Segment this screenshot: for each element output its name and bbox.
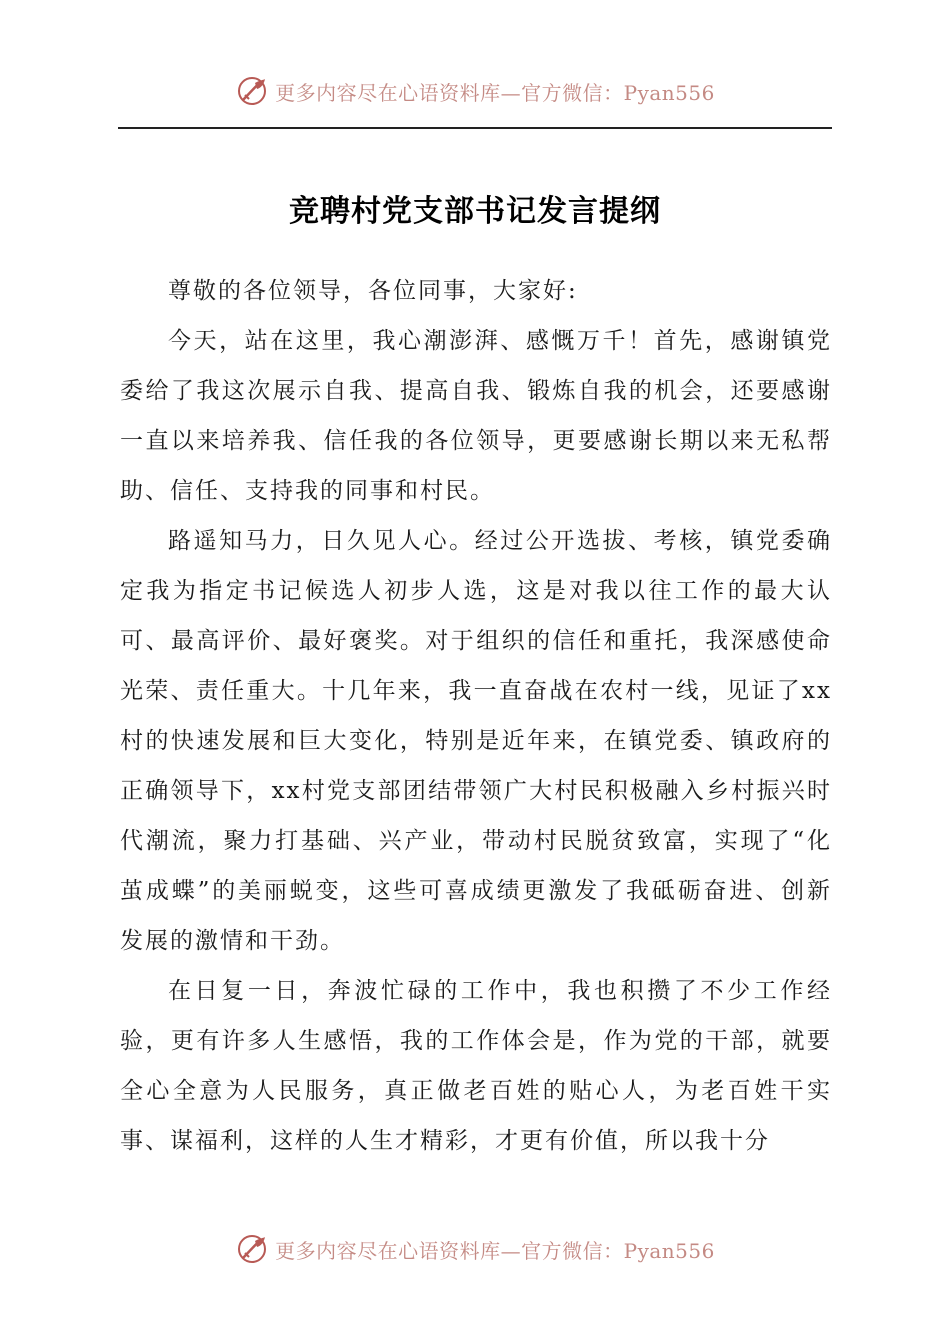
quill-logo-icon xyxy=(235,1232,269,1266)
footer-banner xyxy=(0,1232,950,1266)
banner-text: 更多内容尽在心语资料库—官方微信：Pyan556 xyxy=(275,1238,715,1263)
paragraph-experience: 在日复一日，奔波忙碌的工作中，我也积攒了不少工作经验，更有许多人生感悟，我的工作体会是，作为党的干部，就要全心全意为人民服务，真正做老百姓的贴心人，为老百姓干实事、谋福利，这样的人生才精彩，才更有价值，所以我十分 xyxy=(120,978,832,1154)
header-banner xyxy=(0,74,950,108)
header-divider xyxy=(118,127,832,129)
paragraph-thanks: 今天，站在这里，我心潮澎湃、感慨万千！首先，感谢镇党委给了我这次展示自我、提高自我、锻炼自我的机会，还要感谢一直以来培养我、信任我的各位领导，更要感谢长期以来无私帮助、信任、支持我的同事和村民。 xyxy=(120,328,832,504)
paragraph-background: 路遥知马力，日久见人心。经过公开选拔、考核，镇党委确定我为指定书记候选人初步人选，这是对我以往工作的最大认可、最高评价、最好褒奖。对于组织的信任和重托，我深感使命光荣、责任重大。十几年来，我一直奋战在农村一线，见证了xx村的快速发展和巨大变化，特别是近年来，在镇党委、镇政府的正确领导下，xx村党支部团结带领广大村民积极融入乡村振兴时代潮流，聚力打基础、兴产业，带动村民脱贫致富，实现了“化茧成蝶”的美丽蜕变，这些可喜成绩更激发了我砥砺奋进、创新发展的激情和干劲。 xyxy=(120,528,832,954)
paragraph-greeting: 尊敬的各位领导，各位同事，大家好: xyxy=(168,278,578,304)
quill-logo-icon xyxy=(235,74,269,108)
banner-text: 更多内容尽在心语资料库—官方微信：Pyan556 xyxy=(275,80,715,105)
document-title: 竞聘村党支部书记发言提纲 xyxy=(289,194,661,229)
document-body xyxy=(120,266,832,1166)
